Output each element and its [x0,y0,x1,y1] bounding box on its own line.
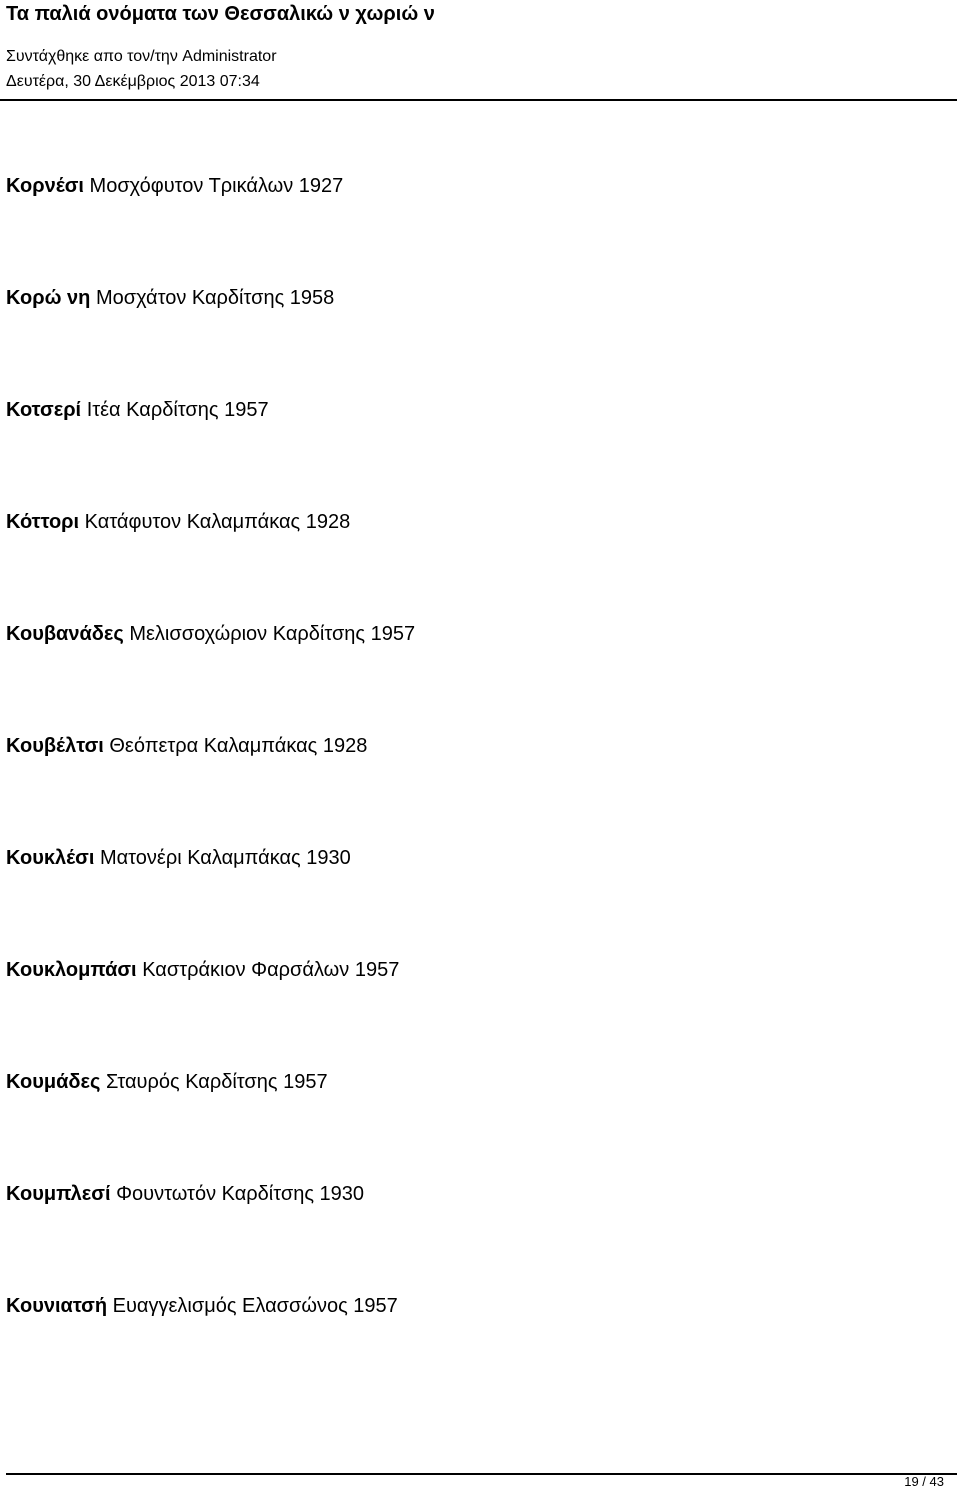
old-village-name: Κόττορι [6,511,80,533]
list-item [6,286,334,310]
list-item [6,1294,398,1318]
document-title: Τα παλιά ονόματα των Θεσσαλικώ ν χωριώ ν [6,3,435,25]
new-village-name: Μοσχόφυτον Τρικάλων 1927 [89,175,344,197]
list-item [6,846,351,870]
old-village-name: Κουνιατσή [6,1295,108,1317]
page-number: 19 / 43 [904,1474,944,1489]
new-village-name: Φουντωτόν Καρδίτσης 1930 [116,1183,365,1205]
old-village-name: Κορνέσι [6,175,84,197]
old-village-name: Κοτσερί [6,399,82,421]
new-village-name: Καστράκιον Φαρσάλων 1957 [142,959,400,981]
old-village-name: Κορώ νη [6,287,91,309]
old-village-name: Κουκλέσι [6,847,95,869]
old-village-name: Κουμπλεσί [6,1183,111,1205]
list-item [6,1182,364,1206]
old-village-name: Κουβέλτσι [6,735,104,757]
new-village-name: Θεόπετρα Καλαμπάκας 1928 [109,735,368,757]
new-village-name: Μοσχάτον Καρδίτσης 1958 [95,287,335,309]
new-village-name: Ματονέρι Καλαμπάκας 1930 [99,847,351,869]
old-village-name: Κουμάδες [6,1071,101,1093]
list-item [6,622,415,646]
footer-divider [6,1473,957,1475]
list-item [6,174,343,198]
entry-list [6,0,946,1400]
list-item [6,510,350,534]
old-village-name: Κουκλομπάσι [6,959,137,981]
new-village-name: Μελισσοχώριον Καρδίτσης 1957 [129,623,416,645]
list-item [6,734,367,758]
date-line: Δευτέρα, 30 Δεκέμβριος 2013 07:34 [6,73,260,90]
new-village-name: Ευαγγελισμός Ελασσώνος 1957 [112,1295,398,1317]
new-village-name: Κατάφυτον Καλαμπάκας 1928 [84,511,351,533]
list-item [6,398,269,422]
list-item [6,1070,328,1094]
author-line: Συντάχθηκε απο τον/την Administrator [6,48,277,65]
new-village-name: Σταυρός Καρδίτσης 1957 [105,1071,328,1093]
new-village-name: Ιτέα Καρδίτσης 1957 [86,399,269,421]
list-item [6,958,399,982]
old-village-name: Κουβανάδες [6,623,124,645]
